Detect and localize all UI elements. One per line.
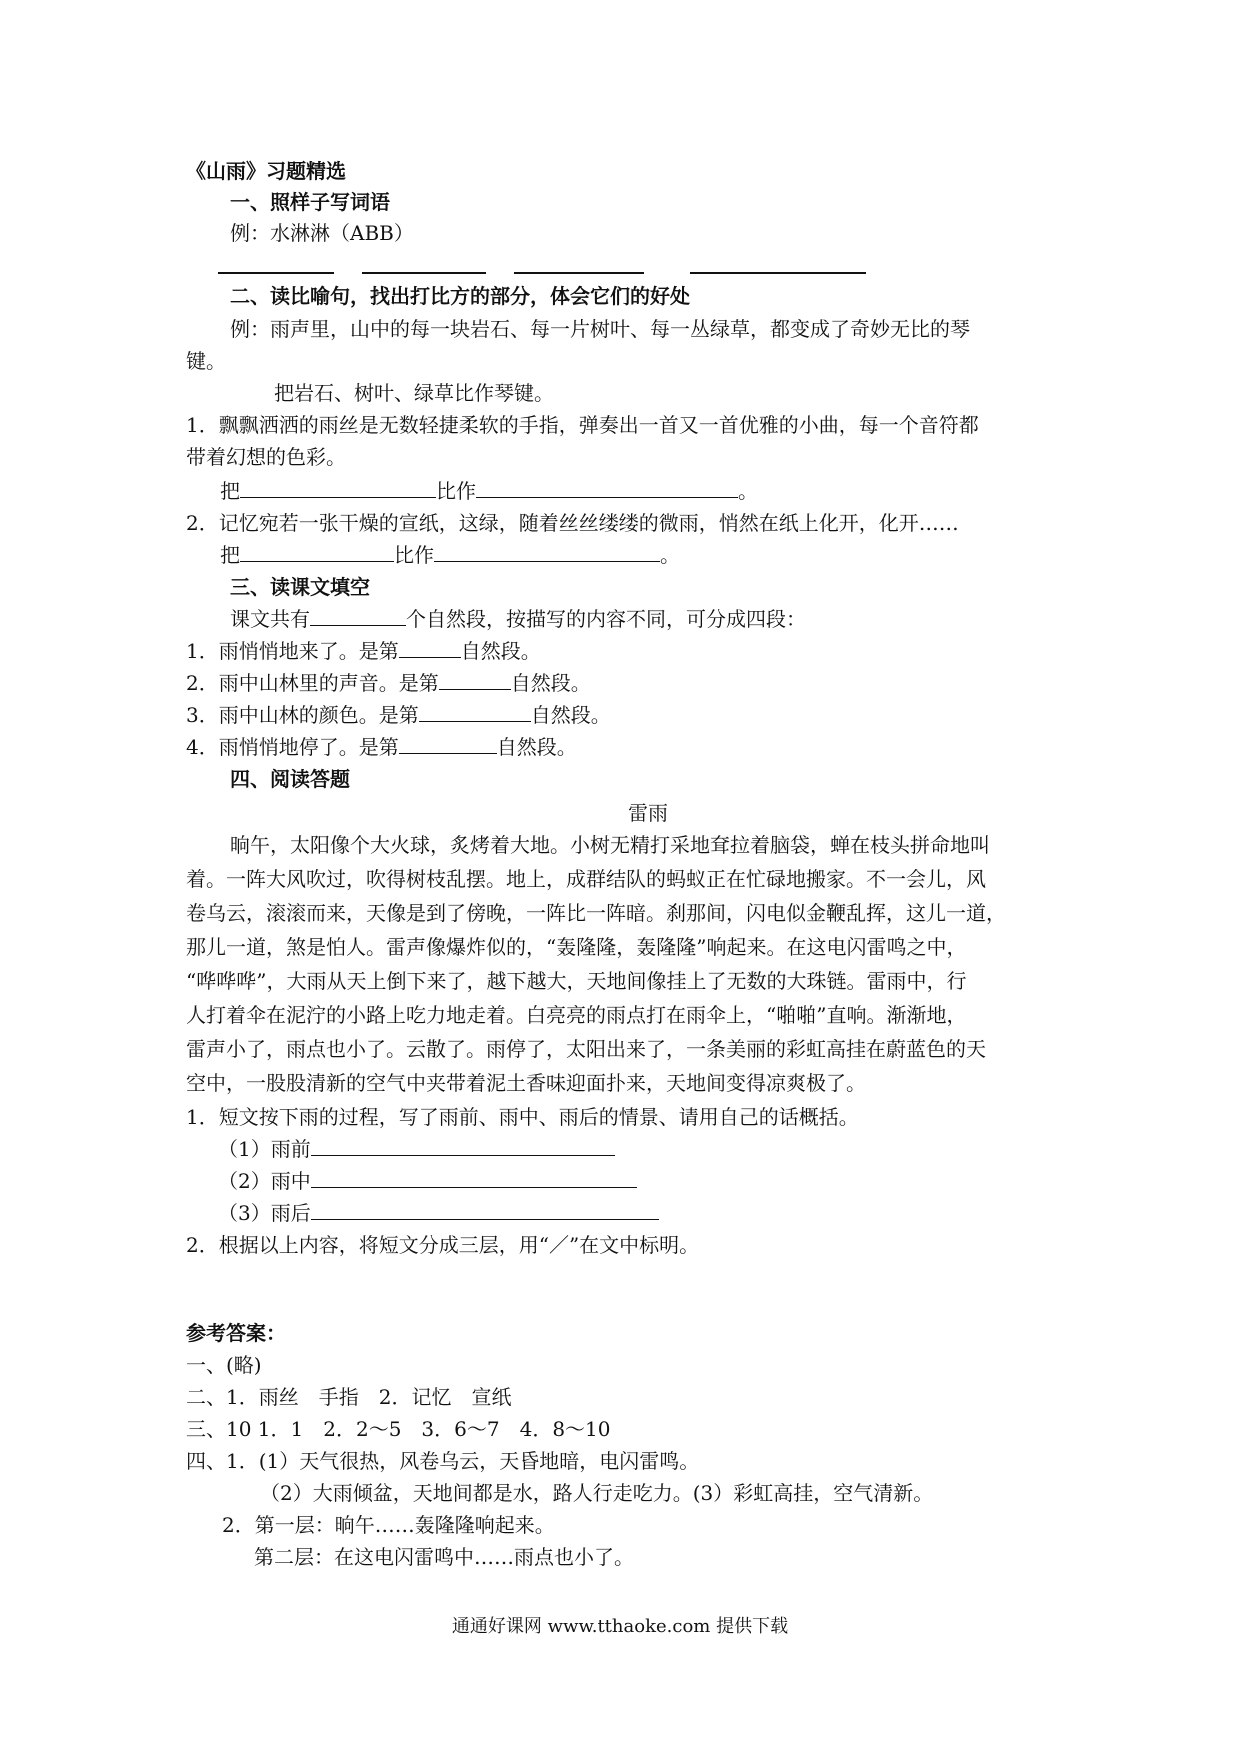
section-2-example-line-2: 键。 [186, 349, 226, 373]
section-3-item-4: 4．雨悄悄地停了。是第 自然段。 [186, 735, 577, 759]
passage-line: 雷声小了，雨点也小了。云散了。雨停了，太阳出来了，一条美丽的彩虹高挂在蔚蓝色的天 [186, 1037, 986, 1061]
q2-blank-tenor[interactable] [240, 541, 394, 562]
section-3-item-3: 3．雨中山林的颜色。是第 自然段。 [186, 703, 611, 727]
item-3-blank[interactable] [419, 701, 531, 722]
q1-blank-tenor[interactable] [240, 477, 436, 498]
answers-heading: 参考答案： [186, 1321, 286, 1345]
bizuo-label: 比作 [394, 543, 434, 567]
section-3-intro: 课文共有 个自然段，按描写的内容不同，可分成四段： [230, 607, 806, 631]
answer-line: 二、1．雨丝 手指 2．记忆 宣纸 [186, 1385, 512, 1409]
section-4-q2: 2．根据以上内容，将短文分成三层，用“／”在文中标明。 [186, 1233, 700, 1257]
before-rain-blank[interactable] [311, 1135, 615, 1156]
section-4-heading: 四、阅读答题 [230, 767, 350, 791]
answer-blank-2[interactable] [362, 272, 486, 274]
q1-after-rain: （3）雨后 [218, 1198, 659, 1228]
answer-line: 四、1．(1）天气很热，风卷乌云，天昏地暗，电闪雷鸣。 [186, 1449, 700, 1473]
page-footer: 通通好课网 www.tthaoke.com 提供下载 [451, 1616, 789, 1637]
after-rain-blank[interactable] [311, 1199, 659, 1220]
passage-line: “哗哗哗”，大雨从天上倒下来了，越下越大，天地间像挂上了无数的大珠链。雷雨中，行 [186, 969, 967, 993]
section-4-q1: 1．短文按下雨的过程，写了雨前、雨中、雨后的情景、请用自己的话概括。 [186, 1105, 859, 1129]
section-2-q1-answer: 把 比作 。 [220, 479, 758, 503]
section-3-item-2: 2．雨中山林里的声音。是第 自然段。 [186, 671, 591, 695]
passage-line: 那儿一道，煞是怕人。雷声像爆炸似的，“轰隆隆，轰隆隆”响起来。在这电闪雷鸣之中， [186, 935, 967, 959]
q1-before-rain: （1）雨前 [218, 1134, 615, 1164]
during-rain-blank[interactable] [311, 1167, 637, 1188]
passage-line: 卷乌云，滚滚而来，天像是到了傍晚，一阵比一阵暗。刹那间，闪电似金鞭乱挥，这儿一道， [186, 901, 1006, 925]
section-2-q1-line-2: 带着幻想的色彩。 [186, 445, 346, 469]
section-2-example-answer: 把岩石、树叶、绿草比作琴键。 [274, 381, 554, 405]
ba-label: 把 [220, 543, 240, 567]
passage-line: 空中，一股股清新的空气中夹带着泥土香味迎面扑来，天地间变得凉爽极了。 [186, 1071, 866, 1095]
answer-blank-1[interactable] [218, 272, 334, 274]
section-3-heading: 三、读课文填空 [230, 575, 370, 599]
section-2-q2: 2．记忆宛若一张干燥的宣纸，这绿，随着丝丝缕缕的微雨，悄然在纸上化开，化开…… [186, 511, 959, 535]
paragraph-count-blank[interactable] [310, 605, 406, 626]
answer-line: 2．第一层：晌午……轰隆隆响起来。 [222, 1513, 555, 1537]
passage-title: 雷雨 [628, 801, 668, 825]
section-1-heading: 一、照样子写词语 [230, 190, 390, 214]
section-3-item-1: 1．雨悄悄地来了。是第 自然段。 [186, 639, 541, 663]
section-2-q2-answer: 把 比作 。 [220, 543, 680, 567]
section-2-q1-line-1: 1．飘飘洒洒的雨丝是无数轻捷柔软的手指，弹奏出一首又一首优雅的小曲，每一个音符都 [186, 413, 979, 437]
q1-during-rain: （2）雨中 [218, 1166, 637, 1196]
passage-line: 晌午，太阳像个大火球，炙烤着大地。小树无精打采地耷拉着脑袋，蝉在枝头拼命地叫 [230, 833, 990, 857]
bizuo-label: 比作 [436, 479, 476, 503]
item-4-blank[interactable] [399, 733, 497, 754]
passage-line: 着。一阵大风吹过，吹得树枝乱摆。地上，成群结队的蚂蚁正在忙碌地搬家。不一会儿，风 [186, 867, 986, 891]
section-2-example-line-1: 例：雨声里，山中的每一块岩石、每一片树叶、每一丛绿草，都变成了奇妙无比的琴 [230, 317, 970, 341]
item-1-blank[interactable] [399, 637, 461, 658]
answer-line: 第二层：在这电闪雷鸣中……雨点也小了。 [254, 1545, 634, 1569]
section-2-heading: 二、读比喻句，找出打比方的部分，体会它们的好处 [230, 284, 690, 308]
document-title: 《山雨》习题精选 [186, 159, 346, 183]
passage-line: 人打着伞在泥泞的小路上吃力地走着。白亮亮的雨点打在雨伞上，“啪啪”直响。渐渐地， [186, 1003, 967, 1027]
section-1-example: 例：水淋淋（ABB） [230, 221, 414, 245]
item-2-blank[interactable] [439, 669, 511, 690]
ba-label: 把 [220, 479, 240, 503]
q1-blank-vehicle[interactable] [476, 477, 738, 498]
answer-line: （2）大雨倾盆，天地间都是水，路人行走吃力。(3）彩虹高挂，空气清新。 [260, 1481, 934, 1505]
answer-line: 一、(略) [186, 1353, 262, 1377]
answer-line: 三、10 1．1 2．2～5 3．6～7 4．8～10 [186, 1417, 611, 1441]
answer-blank-4[interactable] [690, 272, 866, 274]
q2-blank-vehicle[interactable] [434, 541, 660, 562]
answer-blank-3[interactable] [514, 272, 644, 274]
